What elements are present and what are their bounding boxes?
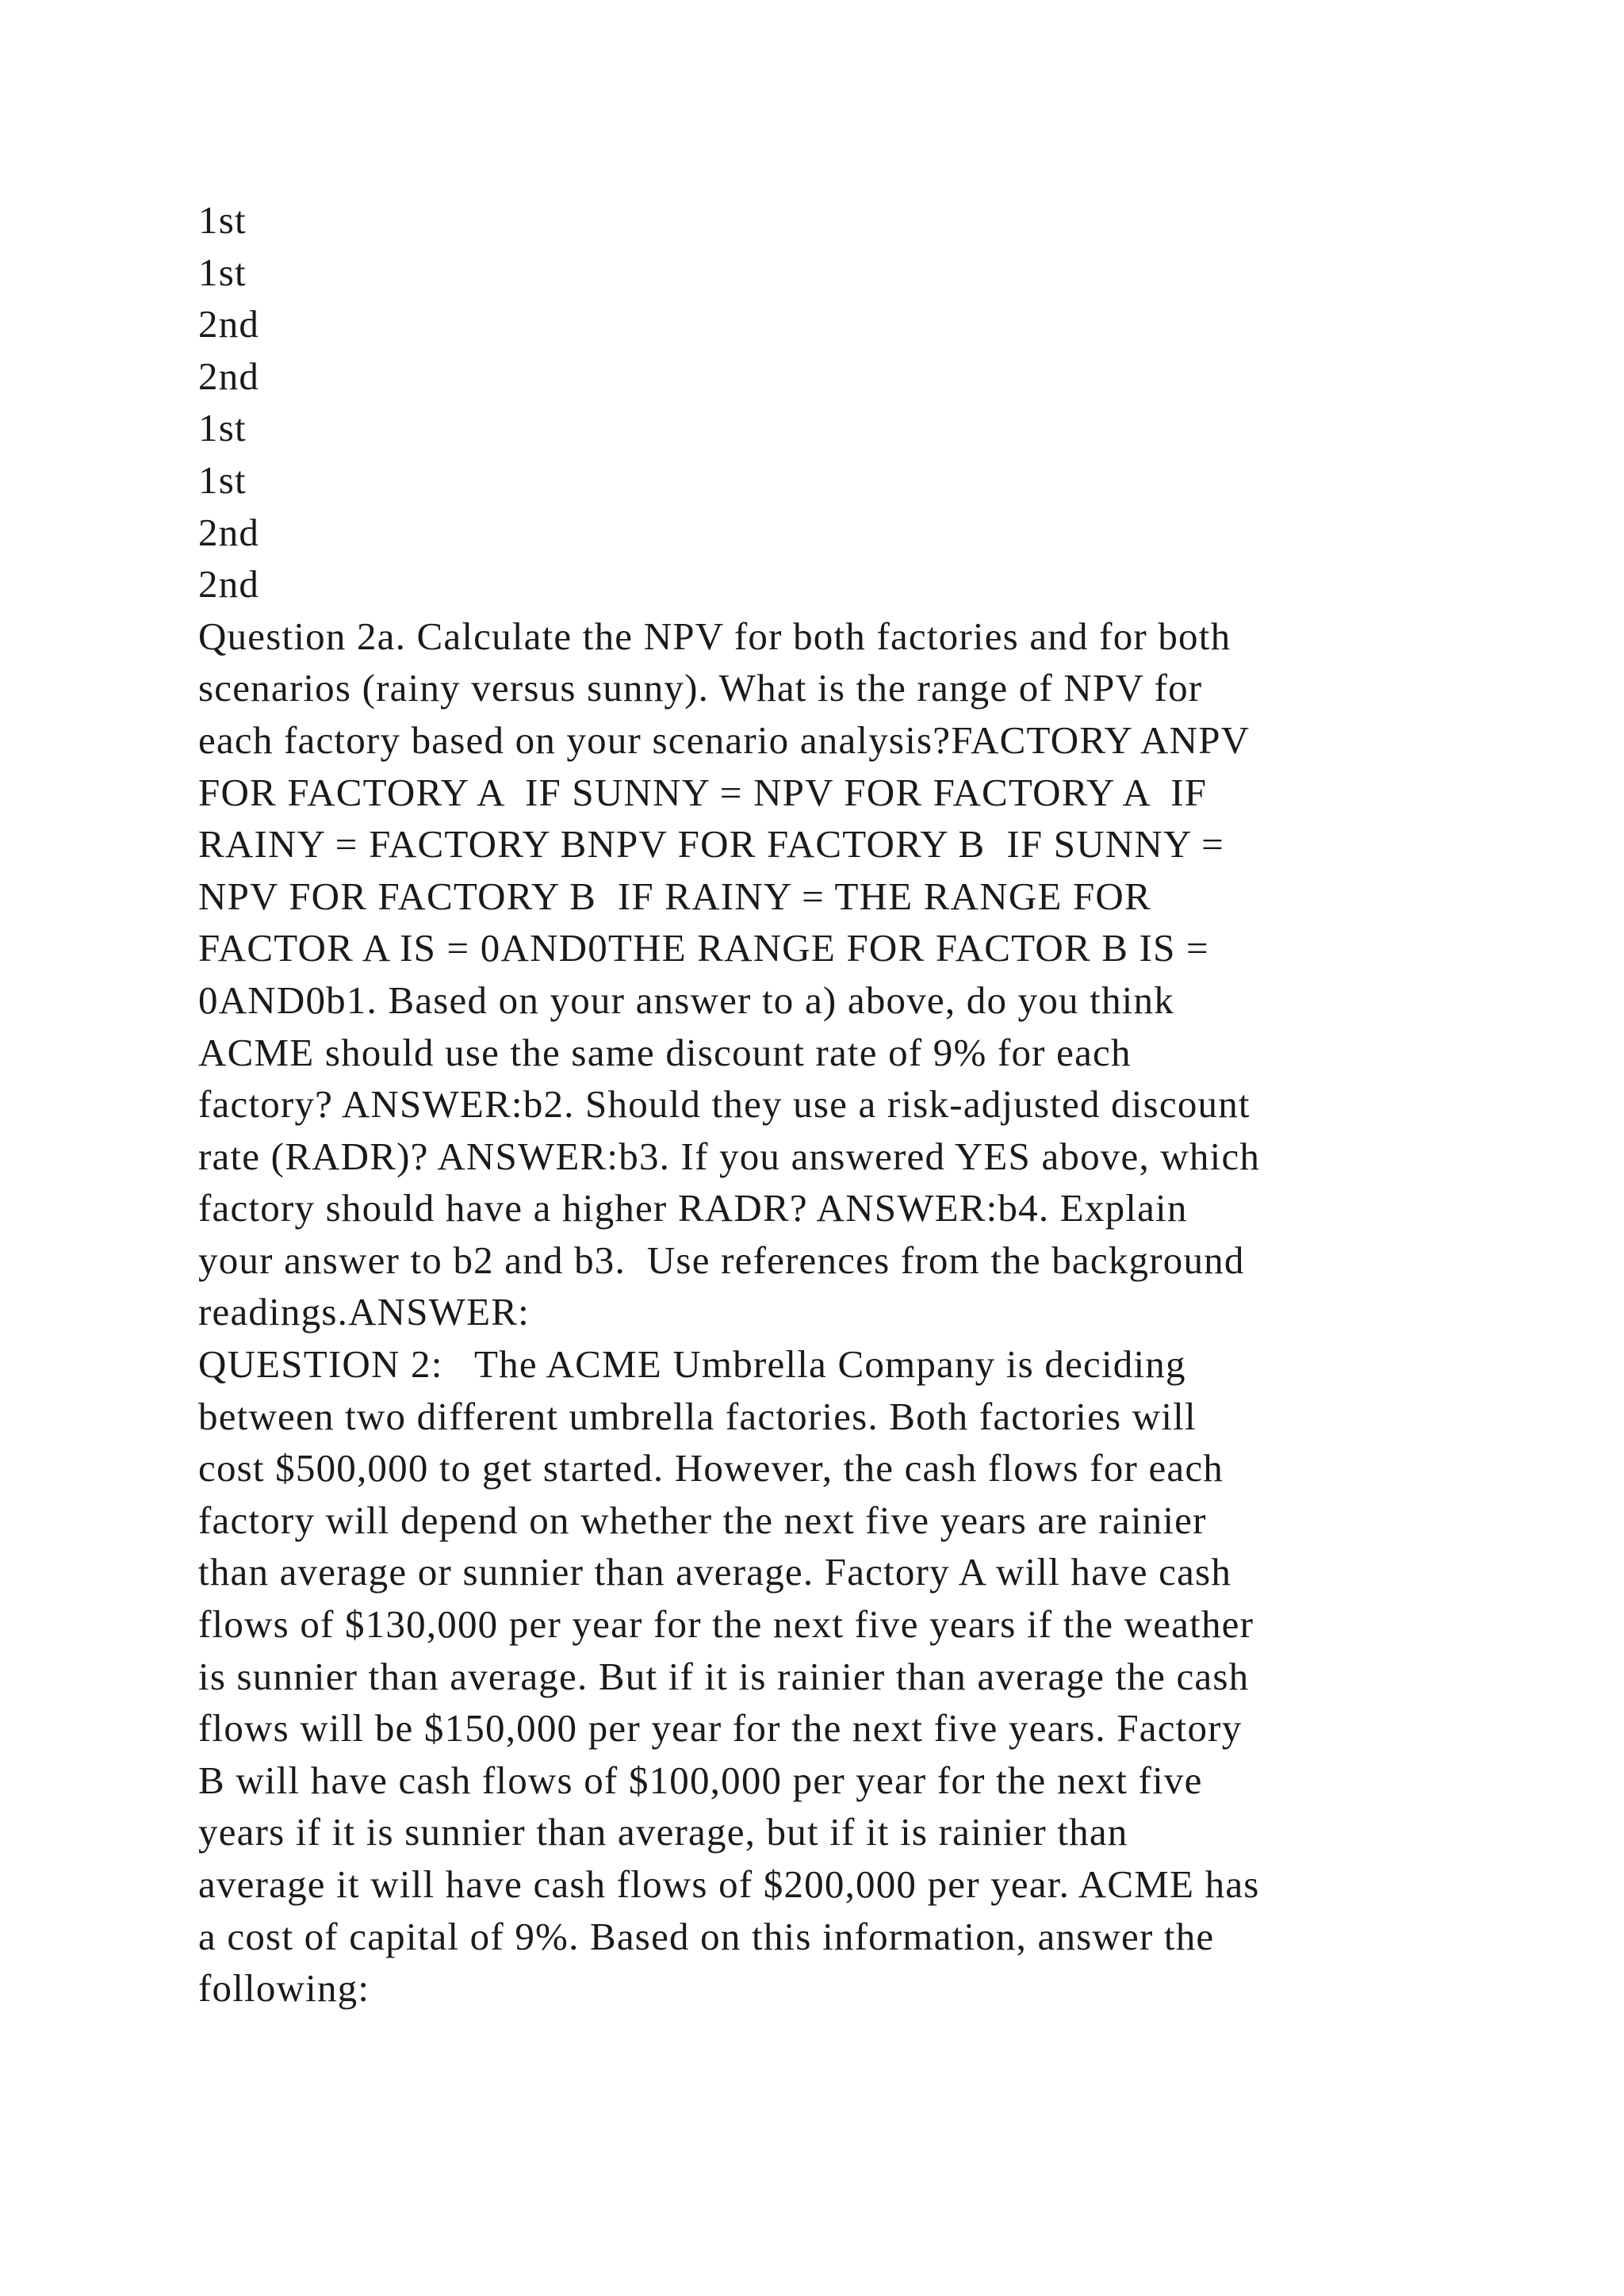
text-line-4: 2nd — [198, 354, 260, 398]
question-2-line-4: factory will depend on whether the next five years are rainier — [198, 1498, 1207, 1542]
question-2a-line-7: FACTOR A IS = 0AND0THE RANGE FOR FACTOR B IS = — [198, 926, 1209, 970]
text-line-2: 1st — [198, 250, 247, 294]
text-line-5: 1st — [198, 406, 247, 450]
question-2a-line-13: your answer to b2 and b3. Use references from the background — [198, 1238, 1245, 1282]
question-2a-line-12: factory should have a higher RADR? ANSWER:b4. Explain — [198, 1186, 1188, 1230]
question-2a-line-3: each factory based on your scenario analysis?FACTORY ANPV — [198, 718, 1251, 762]
question-2a-line-10: factory? ANSWER:b2. Should they use a risk-adjusted discount — [198, 1082, 1251, 1127]
question-2-line-12: a cost of capital of 9%. Based on this information, answer the — [198, 1914, 1215, 1958]
question-2a-line-4: FOR FACTORY A IF SUNNY = NPV FOR FACTORY A IF — [198, 770, 1208, 814]
text-line-1: 1st — [198, 198, 247, 242]
question-2-line-3: cost $500,000 to get started. However, the cash flows for each — [198, 1446, 1224, 1490]
question-2-line-7: is sunnier than average. But if it is rainier than average the cash — [198, 1654, 1250, 1698]
question-2a-line-11: rate (RADR)? ANSWER:b3. If you answered YES above, which — [198, 1134, 1261, 1178]
question-2-line-10: years if it is sunnier than average, but if it is rainier than — [198, 1810, 1128, 1854]
question-2-line-9: B will have cash flows of $100,000 per year for the next five — [198, 1758, 1203, 1802]
question-2-line-2: between two different umbrella factories. Both factories will — [198, 1394, 1197, 1438]
question-2a-line-6: NPV FOR FACTORY B IF RAINY = THE RANGE FOR — [198, 874, 1151, 918]
question-2-line-5: than average or sunnier than average. Factory A will have cash — [198, 1550, 1232, 1594]
question-2a-line-8: 0AND0b1. Based on your answer to a) above, do you think — [198, 978, 1174, 1022]
question-2-line-1: QUESTION 2: The ACME Umbrella Company is deciding — [198, 1342, 1186, 1387]
text-line-8: 2nd — [198, 562, 260, 607]
text-line-6: 1st — [198, 457, 247, 502]
question-2a-line-5: RAINY = FACTORY BNPV FOR FACTORY B IF SUNNY = — [198, 822, 1225, 867]
text-line-3: 2nd — [198, 302, 260, 346]
document-body — [198, 194, 1467, 2015]
question-2a-line-14: readings.ANSWER: — [198, 1290, 530, 1334]
question-2-line-11: average it will have cash flows of $200,000 per year. ACME has — [198, 1862, 1260, 1906]
text-line-7: 2nd — [198, 510, 260, 554]
question-2a-line-9: ACME should use the same discount rate of 9% for each — [198, 1030, 1132, 1074]
question-2a-line-1: Question 2a. Calculate the NPV for both factories and for both — [198, 614, 1231, 658]
question-2-line-13: following: — [198, 1966, 370, 2011]
question-2-line-8: flows will be $150,000 per year for the next five years. Factory — [198, 1706, 1243, 1751]
question-2a-line-2: scenarios (rainy versus sunny). What is the range of NPV for — [198, 666, 1203, 710]
question-2-line-6: flows of $130,000 per year for the next five years if the weather — [198, 1602, 1254, 1647]
